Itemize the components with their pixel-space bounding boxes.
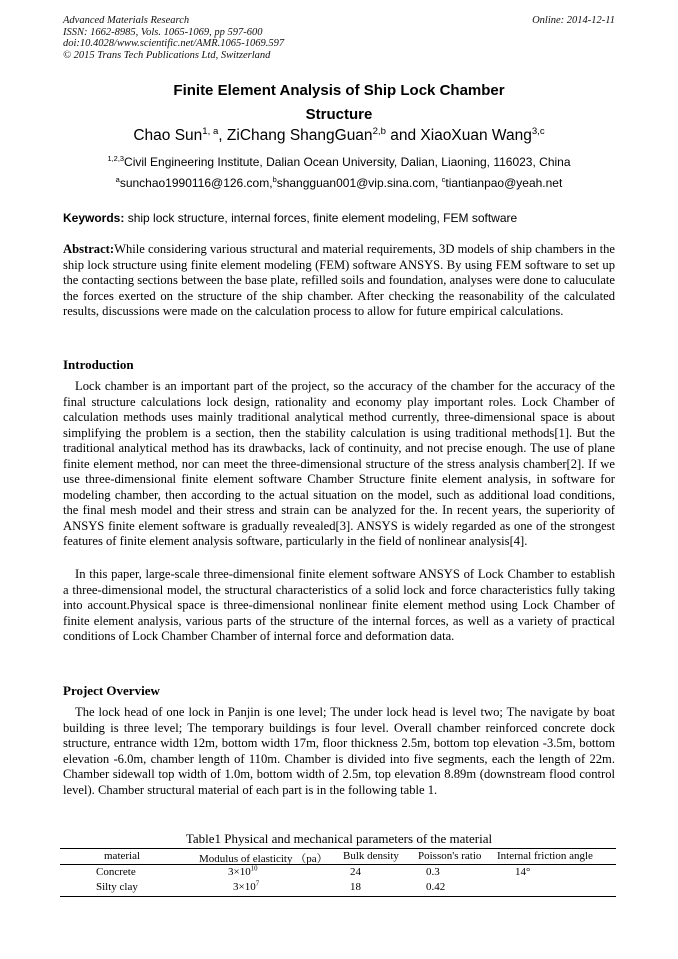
table-header-modulus: Modulus of elasticity （pa） <box>199 853 328 865</box>
paper-title-line-1: Finite Element Analysis of Ship Lock Chamber <box>173 82 505 99</box>
email-sup: c <box>441 175 446 184</box>
table-header-rule <box>60 864 616 865</box>
affiliation <box>0 155 678 169</box>
modulus-exponent: 7 <box>255 880 260 888</box>
modulus-base: 3×10 <box>233 881 256 893</box>
author-sup: 1, a <box>202 125 219 137</box>
table-cell-density: 18 <box>350 881 361 893</box>
issn-line: ISSN: 1662-8985, Vols. 1065-1069, pp 597-600 <box>63 26 263 38</box>
abstract <box>63 242 615 320</box>
abstract-label: Abstract: <box>63 242 115 256</box>
modulus-base: 3×10 <box>228 866 251 878</box>
table-cell-density: 24 <box>350 866 361 878</box>
table-header-density: Bulk density <box>343 850 399 862</box>
email-sup: a <box>115 175 120 184</box>
table-header-poisson: Poisson's ratio <box>418 850 482 862</box>
section-heading-introduction: Introduction <box>63 357 134 372</box>
author-name: XiaoXuan Wang <box>420 127 532 144</box>
keywords-label: Keywords: <box>63 211 125 225</box>
author-separator: , <box>218 127 227 144</box>
journal-header <box>63 15 615 61</box>
section-heading-project-overview: Project Overview <box>63 683 160 698</box>
email-link[interactable]: tiantianpao@yeah.net <box>445 176 563 190</box>
copyright-line: © 2015 Trans Tech Publications Ltd, Switzerland <box>63 49 271 61</box>
table-cell-modulus <box>233 881 259 893</box>
author-sup: 3,c <box>531 125 545 137</box>
abstract-text: While considering various structural and material requirements, 3D models of ship chambers in the ship lock structure using finite element modeling (FEM) software ANSYS. By using FEM software to set up the contacting sections between the base plate, refilled soils and foundation, analyses were done to caluculate the forces exerted on the structure of the ship chamber. After checking the reasonability of the calculated results, discussions were made on the calculation process to allow for future empirical calculations. <box>63 242 615 318</box>
author-name: ZiChang ShangGuan <box>226 127 373 144</box>
keywords-text: ship lock structure, internal forces, finite element modeling, FEM software <box>124 211 518 225</box>
overview-paragraph-1: The lock head of one lock in Panjin is one level; The under lock head is level two; The navigate by boat building is three level; The temporary buildings is four level. Overall chamber reinforced concrete dock structure, entrance width 12m, bottom width 17m, floor thickness 2.5m, bottom top elevation -3.5m, bottom elevation -6.0m, chamber length of 110m. Chamber is divided into five segments, each the length of 22m. Chamber sidewall top width of 1.0m, bottom width of 2.5m, top elevation 8.89m (downstream flood control level). Chamber structural material of each part is in the following table 1. <box>63 705 615 797</box>
email-sup: b <box>272 175 277 184</box>
author-list <box>0 127 678 145</box>
journal-name: Advanced Materials Research <box>63 15 190 26</box>
table-top-rule <box>60 848 616 849</box>
author-name: Chao Sun <box>133 127 203 144</box>
email-list <box>0 176 678 190</box>
table-caption: Table1 Physical and mechanical parameters of the material <box>185 831 493 846</box>
paper-title-line-2: Structure <box>305 106 373 123</box>
table-bottom-rule <box>60 896 616 897</box>
keywords <box>63 211 517 225</box>
table-cell-friction: 14° <box>515 866 531 878</box>
table-cell-material: Silty clay <box>96 881 138 893</box>
modulus-exponent: 10 <box>250 865 258 873</box>
table-header-material: material <box>104 850 141 862</box>
table-cell-poisson: 0.3 <box>426 866 440 878</box>
intro-paragraph-2: In this paper, large-scale three-dimensional finite element software ANSYS of Lock Chamber to establish a three-dimensional model, the structural characteristics of a solid lock and force characteristics fully taking into account.Physical space is three-dimensional nonlinear finite element method using Lock Chamber of finite element analysis, various parts of the structure of the internal forces, as well as a variety of practical conditions of Lock Chamber Chamber of internal force and deformation data. <box>63 567 615 643</box>
affiliation-sup: 1,2,3 <box>107 154 125 163</box>
table-cell-poisson: 0.42 <box>426 881 446 893</box>
author-sup: 2,b <box>372 125 386 137</box>
affiliation-text: Civil Engineering Institute, Dalian Ocean University, Dalian, Liaoning, 116023, China <box>124 155 571 169</box>
intro-paragraph-1: Lock chamber is an important part of the project, so the accuracy of the chamber for the accuracy of the final structure calculations lock design, rationality and economy play important roles. Lock Chamber of calculation methods uses mainly traditional analytical method currently, three-dimensional space is about simplifying the problem is a section, then the stability calculation is using traditional methods[1]. But the traditional analytical method has its drawbacks, lack of continuity, and not precise enough. The use of plane finite element method, nor can meet the three-dimensional structure of the stress analysis chamber[2]. If we use three-dimensional finite element software Chamber Structure finite element analysis, in software for modeling chamber, then according to the actual situation on the model, such as additional load conditions, the final mesh model and their stress and strain can be analyzed for the. In recent years, the superiority of ANSYS finite element software is gradually revealed[3]. ANSYS is widely regarded as one of the strongest features of finite element analysis software, particularly in the field of nonlinear analysis[4]. <box>63 379 615 548</box>
doi-line: doi:10.4028/www.scientific.net/AMR.1065-1069.597 <box>63 38 285 49</box>
table-cell-modulus <box>228 866 258 878</box>
email-link[interactable]: shangguan001@vip.sina.com, <box>276 176 442 190</box>
table-header-friction: Internal friction angle <box>497 850 593 862</box>
table-cell-material: Concrete <box>96 866 136 878</box>
author-separator: and <box>385 127 421 144</box>
email-link[interactable]: sunchao1990116@126.com, <box>119 176 273 190</box>
online-date: Online: 2014-12-11 <box>532 15 615 26</box>
